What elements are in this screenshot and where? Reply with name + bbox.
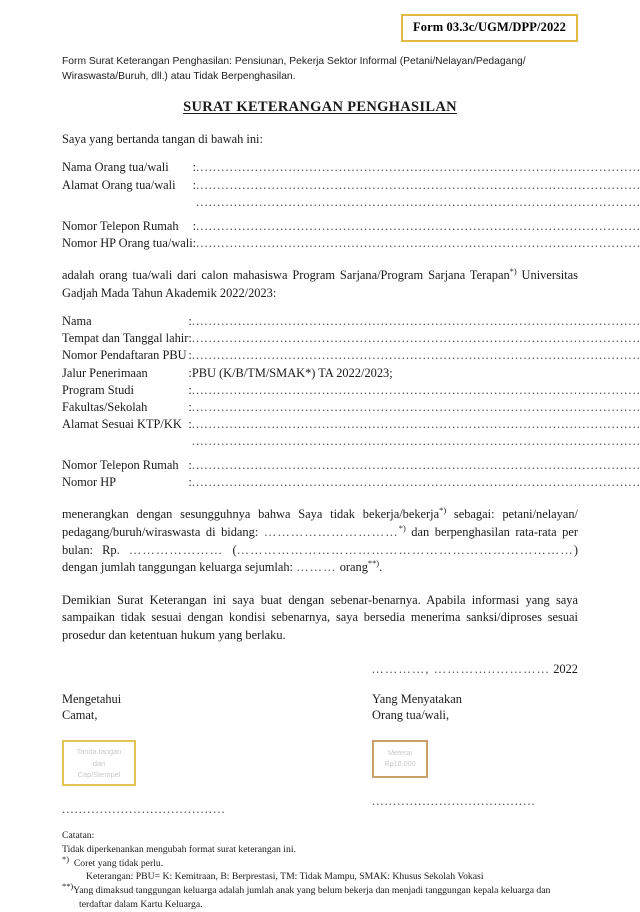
dotted-leader (192, 382, 640, 399)
statement-part-1: menerangkan dengan sesungguhnya bahwa Saya tidak bekerja/bekerja (62, 507, 440, 522)
field-row (62, 474, 640, 491)
guardian-field-table (62, 159, 640, 252)
field-label: Alamat Sesuai KTP/KK (62, 416, 182, 431)
statement-blank-tanggungan[interactable]: ……… (296, 560, 337, 575)
signature-heading-camat (62, 691, 320, 724)
statement-part-7: . (379, 560, 383, 575)
field-label: Program Studi (62, 382, 134, 397)
footnote-single-star (62, 854, 578, 871)
field-label: Nomor Telepon Rumah (62, 458, 179, 473)
dotted-leader (192, 457, 640, 474)
stamp-text-line-2: dan (92, 758, 106, 768)
dotted-leader (192, 474, 640, 491)
footnote-marker: **) (62, 881, 74, 891)
dotted-leader (196, 159, 640, 176)
field-value-filled: PBU (K/B/TM/SMAK*) TA 2022/2023; (191, 365, 393, 380)
statement-part-5: ) dengan jumlah tanggungan keluarga sejumlah: (62, 542, 578, 575)
footnote-marker: *) (439, 506, 447, 516)
signature-heading-line-2: Orang tua/wali, (372, 708, 450, 723)
field-label: Fakultas/Sekolah (62, 399, 148, 414)
field-value[interactable] (196, 218, 640, 235)
field-colon: : (188, 475, 192, 490)
field-row (62, 235, 640, 252)
field-row (62, 433, 640, 450)
field-colon: : (192, 218, 197, 233)
footnote-marker: *) (509, 266, 517, 276)
footnote-double-star (62, 881, 578, 912)
field-row (62, 457, 640, 474)
stamp-text-line-1: Meterai (388, 748, 412, 758)
field-colon: : (192, 160, 197, 175)
statement-blank-terbilang[interactable]: ………………………………………………………………… (236, 542, 574, 557)
field-row (62, 313, 640, 330)
footnote-marker: **) (367, 559, 380, 569)
guardian-field-rows (62, 159, 640, 252)
field-label: Alamat Orang tua/wali (62, 177, 176, 192)
dotted-leader (192, 313, 640, 330)
footnote-double-star-text: Yang dimaksud tanggungan keluarga adalah jumlah anak yang belum bekerja dan menjadi tanggungan kepala keluarga dan terdaftar dalam Kartu Keluarga. (73, 885, 551, 910)
field-label: Nomor HP Orang tua/wali (62, 235, 193, 250)
stamp-text-line-2: Rp10.000 (384, 759, 416, 769)
field-spacer (62, 211, 640, 218)
dotted-leader (196, 218, 640, 235)
document-subheader: Form Surat Keterangan Penghasilan: Pensiunan, Pekerja Sektor Informal (Petani/Nelayan/Pedagang/ Wiraswasta/Buruh, dll.) atau Tidak Berpenghasilan. (62, 56, 526, 83)
footnote-single-star-text: Coret yang tidak perlu. (73, 857, 164, 869)
date-line (62, 662, 578, 677)
field-label: Nama (62, 314, 92, 329)
field-row (62, 382, 640, 399)
field-colon: : (188, 399, 192, 414)
dotted-leader (196, 177, 640, 194)
statement-blank-rupiah[interactable]: ………………… (128, 542, 224, 557)
field-value[interactable] (192, 330, 640, 347)
field-label (62, 194, 193, 211)
field-value[interactable] (192, 399, 640, 416)
lead-paragraph: Saya yang bertanda tangan di bawah ini: (62, 131, 263, 146)
student-field-rows (62, 313, 640, 491)
field-value[interactable] (196, 235, 640, 252)
field-label: Nomor Telepon Rumah (62, 218, 179, 233)
field-label: Nama Orang tua/wali (62, 160, 169, 175)
dotted-leader (196, 235, 640, 252)
field-row (62, 416, 640, 433)
field-value[interactable] (196, 159, 640, 176)
field-value[interactable] (196, 177, 640, 194)
signature-name-line-camat[interactable]: ....................................... (62, 802, 226, 817)
signature-heading-guardian (372, 691, 578, 724)
statement-part-4: ( (223, 542, 237, 557)
spacer-cell (62, 450, 640, 457)
signature-heading-line-1: Yang Menyatakan (372, 691, 462, 706)
stamp-text-line-3: Cap/Stempel (77, 769, 121, 779)
signature-heading-line-2: Camat, (62, 708, 98, 723)
field-value[interactable] (192, 474, 640, 491)
dotted-leader (192, 416, 640, 433)
field-row (62, 399, 640, 416)
signature-block-guardian (320, 691, 578, 817)
field-value[interactable] (192, 347, 640, 364)
field-value[interactable] (192, 382, 640, 399)
student-field-table (62, 313, 640, 491)
field-row (62, 330, 640, 347)
statement-part-2: sebagai: petani/nelayan/ pedagang/buruh/wiraswasta di bidang: (62, 507, 579, 539)
page-title: SURAT KETERANGAN PENGHASILAN (183, 98, 457, 115)
statement-part-6: orang (336, 560, 368, 575)
field-colon: : (188, 382, 192, 397)
field-row (62, 347, 640, 364)
stamp-placeholder-camat[interactable] (62, 740, 136, 786)
field-colon: : (188, 365, 192, 380)
statement-blank-bidang[interactable]: ………………………… (263, 524, 399, 539)
field-label (62, 433, 188, 450)
field-value[interactable] (192, 433, 640, 450)
field-colon: : (192, 235, 197, 250)
signature-row (62, 691, 578, 817)
field-colon: : (188, 348, 192, 363)
footnote-marker: *) (398, 523, 406, 533)
form-badge-row (62, 0, 578, 42)
field-label: Nomor HP (62, 475, 117, 490)
date-place-blank[interactable]: …………, (371, 661, 430, 676)
field-colon: : (188, 314, 192, 329)
date-day-blank[interactable]: …………..………… (429, 661, 551, 676)
field-label: Jalur Penerimaan (62, 365, 148, 380)
field-colon: : (188, 416, 192, 431)
dotted-leader (192, 433, 640, 450)
field-colon: : (188, 331, 192, 346)
dotted-leader (192, 330, 640, 347)
footnote-marker: *) (62, 854, 69, 864)
date-year: 2022 (550, 661, 578, 676)
field-value[interactable] (196, 194, 640, 211)
dotted-leader (196, 194, 640, 211)
field-row (62, 194, 640, 211)
stamp-text-line-1: Tanda tangan (76, 747, 122, 757)
field-spacer (62, 450, 640, 457)
footnotes-title: Catatan: (62, 830, 95, 842)
field-label: Tempat dan Tanggal lahir (62, 331, 189, 346)
footnote-keterangan: Keterangan: PBU= K: Kemitraan, B: Berprestasi, TM: Tidak Mampu, SMAK: Khusus Sekolah Vokasi (86, 871, 484, 883)
field-label: Nomor Pendaftaran PBU (62, 348, 187, 363)
signature-name-line-guardian[interactable]: ....................................... (372, 794, 536, 809)
field-row (62, 159, 640, 176)
dotted-leader (192, 347, 640, 364)
field-value[interactable] (192, 457, 640, 474)
footnotes (62, 829, 578, 912)
signature-heading-line-1: Mengetahui (62, 691, 122, 706)
field-colon: : (192, 177, 197, 192)
stamp-placeholder-meterai[interactable] (372, 740, 428, 778)
signature-block-camat (62, 691, 320, 817)
spacer-cell (62, 211, 640, 218)
field-row (62, 218, 640, 235)
guardian-statement-paragraph: adalah orang tua/wali dari calon mahasiswa Program Sarjana/Program Sarjana Terapan*) Universitas Gadjah Mada Tahun Akademik 2022/2023: (62, 266, 578, 300)
field-colon: : (188, 458, 192, 473)
dotted-leader (192, 399, 640, 416)
field-row-jalur (62, 365, 640, 382)
field-row (62, 177, 640, 194)
income-statement-paragraph (62, 506, 578, 576)
closing-paragraph: Demikian Surat Keterangan ini saya buat dengan sebenar-benarnya. Apabila informasi yang saya sampaikan tidak sesuai dengan kondisi sebenarnya, saya bersedia menerima sanksi/diproses sesuai prosedur dan ketentuan hukum yang berlaku. (62, 592, 578, 642)
footnote-format: Tidak diperkenankan mengubah format surat keterangan ini. (62, 843, 296, 855)
statement-part-3: dan berpenghasilan rata-rata per bulan: Rp. (62, 524, 578, 557)
form-number-badge: Form 03.3c/UGM/DPP/2022 (401, 14, 578, 42)
field-value[interactable] (192, 313, 640, 330)
field-value[interactable] (192, 416, 640, 433)
